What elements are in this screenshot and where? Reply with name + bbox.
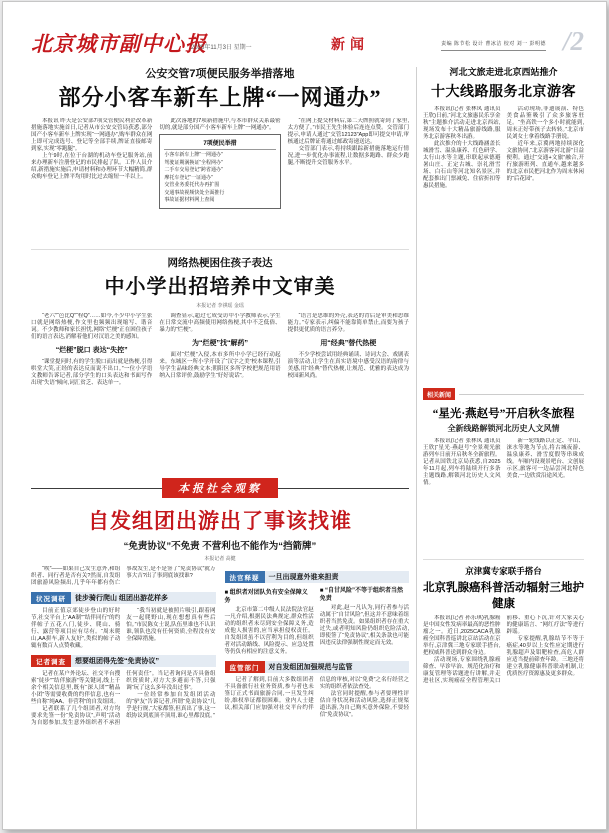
paragraph: 交通事故视频快处全面推行 (164, 189, 225, 196)
paragraph: 此次落地的7项新措施中,与本市群众关系最密切的,就是部分国产小客车新车上牌“一网通办”。 (159, 118, 281, 131)
paragraph: 面对“烂梗”入侵,本市多所中小学已经行动起来。东城区一所小学开设了“汉字之美”校本课程,引导学生品味经典文本;朝阳区多所学校把规范用语纳入日常评价,鼓励学生“好好说话”。 (159, 352, 281, 379)
section-title: 对自发组团加强规范与监管 (268, 664, 353, 671)
article-kicker: 网络热梗困住孩子表达 (167, 257, 273, 269)
section-label: 法官释疑 (225, 571, 265, 583)
page-number: /2 (562, 26, 584, 56)
feature-byline: 本报记者 高健 (204, 556, 236, 562)
body-column-2 (159, 118, 280, 244)
article-headline: 北京乳腺癌科普活动辐射三地护健康 (423, 582, 584, 610)
paragraph: 交管部门表示,将持续跟踪新措施落地运行情况,进一步优化办事流程,让数据多跑路、群众少跑腿,不断提升交管服务水平。 (287, 146, 409, 166)
paragraph: 小客车新车上牌“一网通办” (164, 152, 223, 158)
article-breast-health (423, 565, 584, 830)
paragraph: “我当初就是被照片吸引,跟着网友一起爬野山,现在想想真有些后怕。”市民陈女士说,队伍里谁也不认识谁,领队也没有任何资质,全程没有安全保障措施。 (126, 608, 216, 642)
article-subtitle: 全新线路解锁河北历史人文风情 (447, 424, 560, 433)
section-title: 新闻 (331, 36, 369, 52)
paragraph: 记者联系了几个组团者,对方均要求先签一份“免责协议”,声明“活动为自愿参加,发生意外组织者不承担任何责任”。当记者询问是否具备组织资质时,对方大多避而不答,只强调“玩了这么多年没出过事”。 (31, 671, 216, 726)
paragraph: 二手车交易登记“跨省通办” (164, 167, 223, 173)
paragraph: 对此,赵一凡认为,同行者参与活动属于“自甘风险”,但这并不意味着组织者当然免责。如果组织者存在重大过失,或者明知风险仍组织危险活动,即使签了“免责协议”,相关条款也可能因违反法律强制性规定而无效。 (319, 605, 409, 646)
paragraph: 本报讯(记者 张林凤 通讯员 王欣)日前,“河北文旅惠民乐享金秋”主题推介活动走进北京西站,现场发布十大精品旅游线路,服务北京游客秋冬出游。 (423, 106, 501, 140)
article-headline: 中小学出招培养中文审美 (104, 276, 336, 298)
article-kicker: 河北文旅走进北京西站推介 (449, 67, 558, 77)
paragraph: 本报讯(记者 孙乐琪)乳腺癌是中国女性发病率最高的恶性肿瘤之一。近日,2025CACA乳腺癌全国科普巡讲北京站活动在京举行,京津冀三地专家联手搭台,把权威科普送到群众身边。 (423, 615, 501, 656)
section-title: 徒步骑行爬山 组团出游花样多 (75, 595, 168, 602)
section-banner (225, 661, 410, 673)
article-headline: 十大线路服务北京游客 (431, 85, 576, 100)
article-chinese-aesthetics (31, 255, 409, 471)
paragraph: 本报讯(记者 张林凤 通讯员 王欣)“星光·燕赵号”全景观光旅游列车日前开启秋冬全新旅程。记者从国铁北京局获悉,自2025年11月起,列车将陆续开行多条主题线路,解锁河北历史人文风情。 (423, 438, 501, 486)
paragraph: “在网上提交材料后,第二天牌照就寄到了家里,太方便了。”市民王先生体验后连连点赞。交管部门提示,申请人通过“交管12123”App即可提交申请,审核通过后牌证将通过邮政寄递送达。 (287, 118, 409, 145)
section-banner (225, 571, 410, 583)
feature-subhead: “免责协议”不免责 不营利也不能作为“挡箭牌” (123, 541, 317, 552)
paragraph: 本报讯 昨天是公安部7项交管便民利企改革新措施落地实施首日,记者从市公安交管局获悉,部分国产小客车新车上牌实现“一网通办”,购车群众在网上即可完成选号、登记等全部手续,牌证直接邮寄到家,实现“零跑腿”。 (31, 118, 153, 152)
paragraph: 近年来,京冀两地持续深化文旅协同,“北京游客河北游”日益便利。通过“交通+文旅”融合,开行旅游班列、直通车,越来越多的北京市民把河北作为周末休闲的“后花园”。 (506, 141, 584, 182)
paragraph: 交管业务委托代办再扩围 (164, 182, 220, 188)
feature-right-half (225, 566, 410, 830)
article-body (423, 615, 584, 830)
related-news-row (423, 388, 584, 400)
paragraph: 活动现场,非遗展演、特色美食品鉴吸引了众多旅客驻足。“坐高铁一个多小时就能到,周末正好带孩子去转转。”北京市民刘女士拿着线路手册说。 (506, 106, 584, 140)
article-kicker: 京津冀专家联手搭台 (465, 566, 542, 576)
article-new-car (31, 65, 409, 244)
paragraph: 记者了解到,目前大多数组团者不具备旅行社业务资质,参与者也未签订正式书面旅游合同,一旦发生纠纷,维权举证都很困难。业内人士建议,相关部门应加强对社交平台约伴信息的审核,对以“免费”之名行经营之实的组织者依法查处。 (224, 677, 409, 711)
paragraph: “课堂提问时,有的学生脱口而出就是热梗,引得哄堂大笑,正经的表达反而说不出口。”一位小学语文教师告诉记者,部分学生的口头表达和书面写作出现“失语”倾向,词汇贫乏、表达单一。 (31, 359, 153, 386)
publication-date: 2025年11月3日 星期一 (191, 45, 252, 51)
related-news-tag: 相关新闻 (423, 388, 455, 400)
paragraph: 驾驶证期满换证“全程网办” (164, 159, 223, 166)
paragraph: 上午9时,在位于台湖的机动车登记服务站,前来办理新车注册登记的市民排起了队。工作人员介绍,新措施实施后,申请材料和办理环节大幅精简,群众购车登记上牌平均用时比过去缩短一半以上。 (31, 153, 153, 180)
feature-social-observe (31, 478, 409, 830)
section-label: 状况调研 (31, 592, 71, 604)
section-title: 想要组团得先签“免责协议” (75, 658, 159, 665)
paragraph: 目前正值京郊徒步登山的好时节,社交平台上“AA制”“结伴同行”的约伴帖子五花八门,徒步、爬山、骑行、露营等项目应有尽有。“周末爬山,AA拼车,新人友好”,类似的帖子动辄有数百人点赞收藏。 (31, 608, 121, 649)
paragraph: 摩托车登记“一证通办” (164, 174, 213, 181)
paragraph: 活动现场,专家围绕乳腺癌筛查、早诊早治、规范化治疗和康复管理等话题进行讲解,并走进社区,实现癌症全程管理关口前移、重心下沉,针对大家关心的健康谣言、“网红疗法”等进行辟谣。 (423, 615, 584, 684)
paragraph: 不少学校尝试用经典诵读、诗词大会、戏剧表演等活动,让学生在真实语境中感受汉语的韵律与美感,用“经典”替代热梗,让规范、优雅的表达成为校园新风尚。 (287, 352, 409, 379)
article-byline: 本报记者 李祺瑶 金瑶 (196, 303, 244, 309)
main-column (31, 65, 409, 830)
feature-tag: 本报社会观察 (162, 478, 278, 498)
article-train-tour (423, 405, 584, 554)
page-content (31, 65, 584, 830)
feature-headline: 自发组团出游出了事该找谁 (88, 509, 352, 533)
divider (423, 559, 584, 560)
intertitle: 用“经典”替代热梗 (320, 340, 377, 347)
section-label: 记者调查 (31, 655, 71, 667)
paragraph: 北京市第二中级人民法院法官赵一凡介绍,根据民法典规定,群众性活动的组织者未尽到安全保障义务,造成他人损害的,应当承担侵权责任。自发组团虽不以营利为目的,但组织者对活动路线、风险提示、应急处置等仍负有相应的注意义务。 (224, 607, 314, 655)
bullet-point: ■ 组织者对团队负有安全保障义务 (224, 590, 308, 604)
section-label: 监管部门 (225, 661, 265, 673)
bullet-point: ■ “自甘风险”不等于组织者当然免责 (319, 588, 404, 602)
article-body (31, 118, 409, 244)
article-body (423, 438, 584, 554)
masthead-logo: 北京城市副中心报 (31, 32, 207, 56)
sidebar-box (159, 134, 280, 209)
article-headline: “星光·燕赵号”开启秋冬旅程 (432, 408, 575, 420)
article-kicker: 公安交管7项便民服务举措落地 (145, 68, 295, 80)
paragraph: “唉”——如果自己发生意外,和组织者、同行者是否有关?然而,自发组团旅游风险频出,几乎年年都有伤亡事故发生,是不是签了“免责协议”就万事大吉?出了事到底该找谁? (31, 566, 216, 586)
editor-credits: 责编 陈节松 设计 曹冰洁 校对 刘一 彭明德 (441, 40, 546, 51)
divider (31, 249, 409, 250)
paragraph: 法官同时提醒,参与者要理性评估自身状况和活动风险,选择正规渠道出游,为自己购买意外保险,不要轻信“免责协议”。 (319, 691, 409, 718)
paragraph: 新一轮线路以正定、平山、涞水等地为节点,将古城夜游、温泉康养、滑雪度假等串珠成线。车厢内设观景吧台、文创展示区,旅客可一边品尝河北特色美食,一边欣赏沿途风光。 (506, 438, 584, 479)
article-body (423, 106, 584, 382)
paragraph: 记者在某户外论坛、社交平台搜索“徒步”“结伴旅游”等关键词,线上千余个相关信息里,既有“深人团”“精品小团”等需要收费的约伴信息,也有一些自称“纯AA、非营利”的自发组团。 (31, 671, 121, 705)
rule-line (278, 488, 409, 489)
section-title: 一旦出现意外谁来担责 (268, 574, 339, 581)
sidebar-box-list (164, 152, 275, 205)
body-column-3 (288, 118, 409, 244)
paragraph: 事故证据材料网上查阅 (164, 197, 215, 203)
paragraph: 调查显示,超过七成受访中小学教师表示,学生在日常交流中高频使用网络热梗,其中不乏低俗、暴力的“烂梗”。 (159, 313, 281, 333)
rule-line (31, 488, 162, 489)
article-headline: 部分小客车新车上牌“一网通办” (58, 85, 382, 110)
side-column (423, 65, 584, 830)
column-rule (416, 67, 417, 830)
paragraph: 此次推介的十大线路涵盖长城滑雪、温泉康养、红色研学、太行山水等主题,串联起承德避暑山庄、正定古城、崇礼滑雪场、白石山等河北知名景区,并配套推出门票减免、住宿折扣等惠民措施。 (423, 141, 501, 189)
tag-rule (459, 394, 584, 395)
section-banner (31, 592, 216, 604)
paragraph: “语言是思维的外壳,表达的背后是审美和思维能力。”专家表示,纠偏不能靠简单禁止,而要为孩子提供更优质的语言养分。 (287, 313, 409, 333)
intertitle: “烂梗”脱口 表达“失控” (55, 347, 128, 354)
page-header (31, 26, 584, 62)
body-column-1 (31, 118, 152, 244)
section-banner (31, 655, 216, 667)
paragraph: 一位经常参加自发组团活动的“驴友”告诉记者,所谓“免责协议”几乎是行规,“大家都签,但真出了事,这一纸协议到底顶不顶用,谁心里都没底。” (126, 692, 216, 719)
paragraph: “老六”“芭比Q”“栓Q”……如今,不少中小学生张口就是网络热梗,作文里也频频出现缩写、谐音词。不少教师和家长担忧,网络“烂梗”正在困住孩子们的语言表达,消解着他们对汉语之美的感知。 (31, 313, 153, 340)
newspaper-page (2, 1, 607, 830)
article-hebei-routes (423, 65, 584, 382)
intertitle: 为“烂梗”找“解药” (191, 340, 248, 347)
feature-body (31, 566, 409, 830)
feature-rule (31, 478, 409, 498)
sidebar-box-title: 7项便民举措 (164, 138, 275, 150)
article-body (31, 313, 409, 471)
paragraph: 专家提醒,乳腺结节不等于癌症,40岁以上女性应定期进行乳腺超声及钼靶检查,高危人群应适当提前筛查年龄。三地还将建立乳腺健康科普联动机制,让优质医疗资源惠及更多群众。 (506, 636, 584, 677)
feature-left-half (31, 566, 216, 830)
